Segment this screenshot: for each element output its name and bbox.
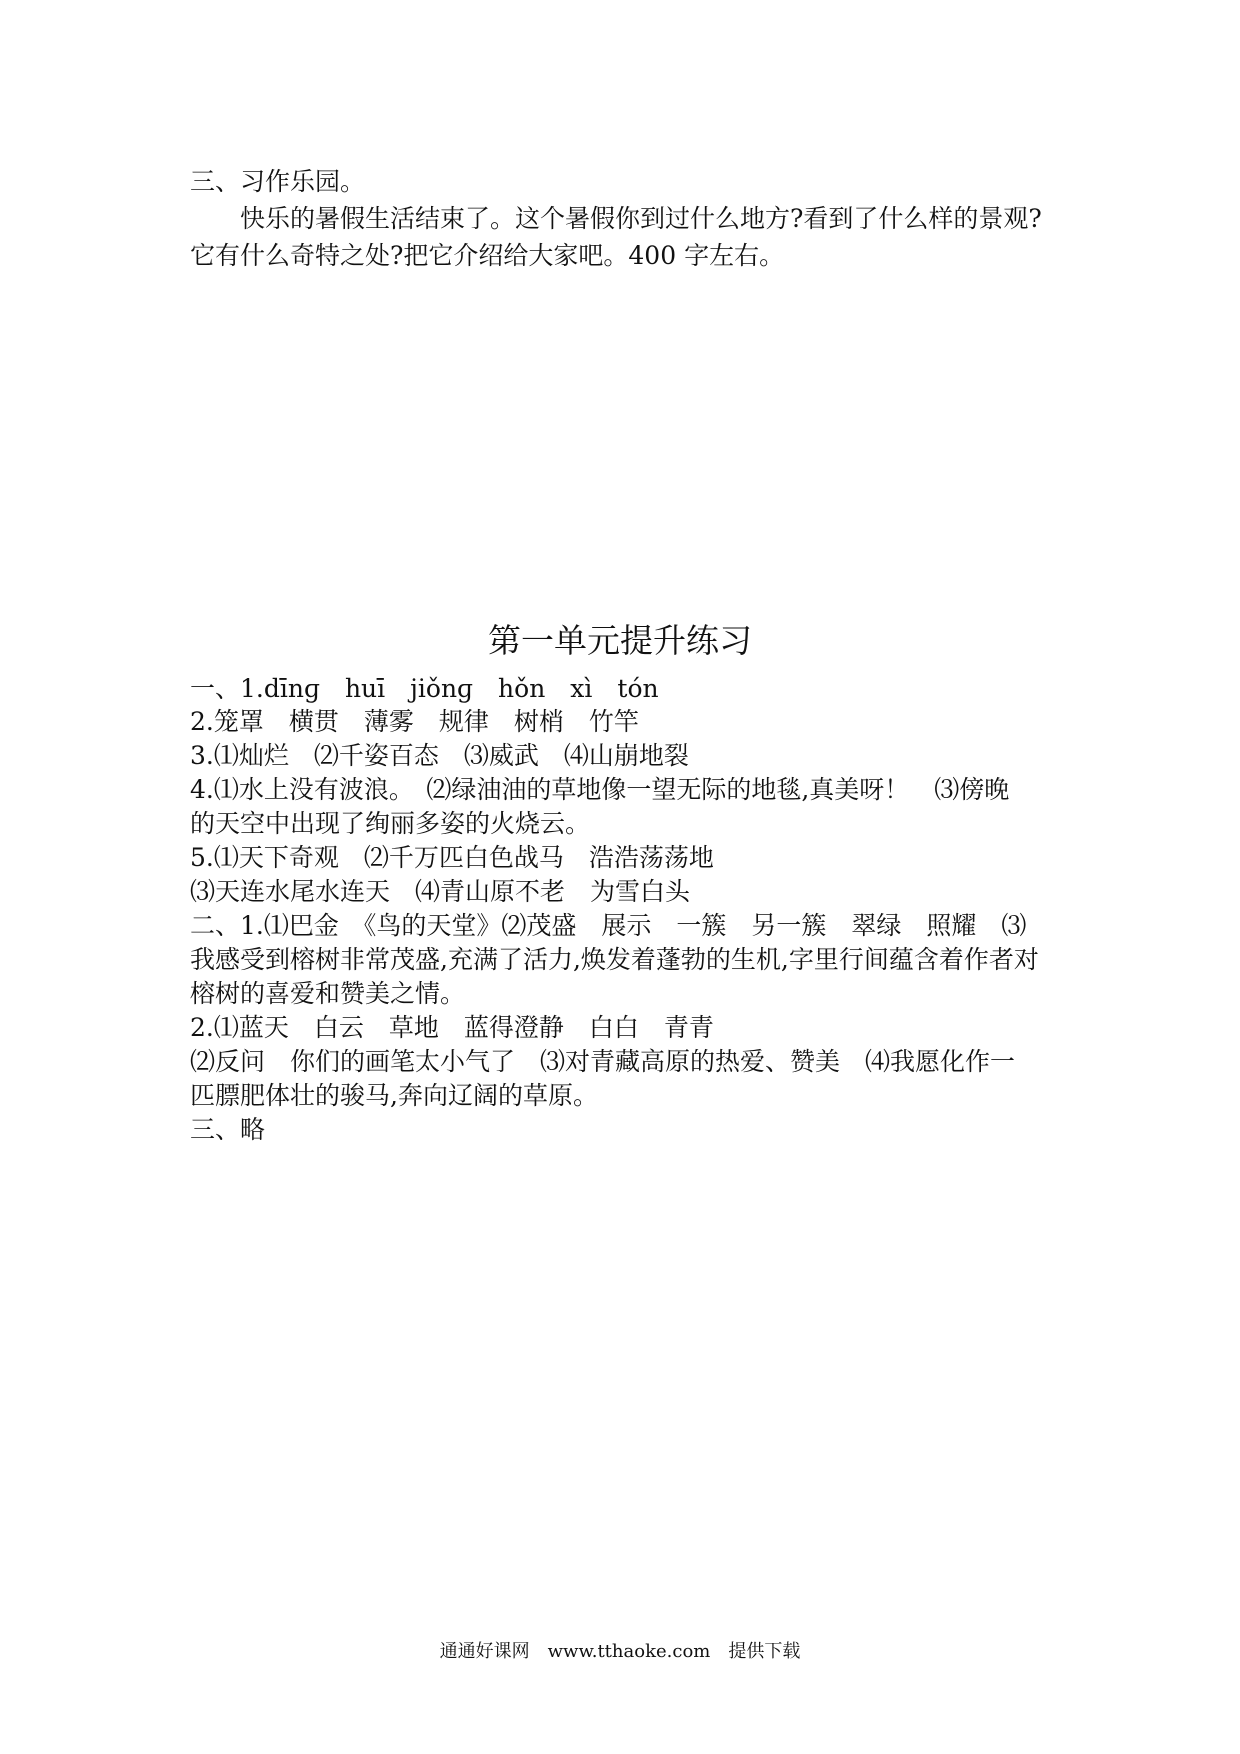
answer-line: 榕树的喜爱和赞美之情。 [190, 979, 466, 1008]
answer-line: 二、1.⑴巴金 《鸟的天堂》⑵茂盛 展示 一簇 另一簇 翠绿 照耀 ⑶ [190, 911, 1027, 940]
answer-line: 3.⑴灿烂 ⑵千姿百态 ⑶威武 ⑷山崩地裂 [190, 741, 689, 770]
answer-line: 我感受到榕树非常茂盛,充满了活力,焕发着蓬勃的生机,字里行间蕴含着作者对 [190, 945, 1039, 974]
answer-line: 一、1.dīnɡ huī jiǒnɡ hǒn xì tón [190, 674, 659, 703]
section-heading: 三、习作乐园。 [190, 167, 366, 196]
answer-line: 三、略 [190, 1115, 266, 1144]
answer-line: 2.⑴蓝天 白云 草地 蓝得澄静 白白 青青 [190, 1013, 714, 1042]
page-footer: 通通好课网 www.tthaoke.com 提供下载 [439, 1641, 801, 1662]
answer-line: 5.⑴天下奇观 ⑵千万匹白色战马 浩浩荡荡地 [190, 843, 714, 872]
answer-line: ⑵反问 你们的画笔太小气了 ⑶对青藏高原的热爱、赞美 ⑷我愿化作一 [190, 1047, 1016, 1076]
answer-line: 4.⑴水上没有波浪。 ⑵绿油油的草地像一望无际的地毯,真美呀！ ⑶傍晚 [190, 775, 1010, 804]
answer-line: 的天空中出现了绚丽多姿的火烧云。 [190, 809, 591, 838]
answer-line: ⑶天连水尾水连天 ⑷青山原不老 为雪白头 [190, 877, 691, 906]
answer-line: 2.笼罩 横贯 薄雾 规律 树梢 竹竿 [190, 707, 639, 736]
paragraph-line: 快乐的暑假生活结束了。这个暑假你到过什么地方?看到了什么样的景观? [240, 204, 1042, 233]
answer-line: 匹膘肥体壮的骏马,奔向辽阔的草原。 [190, 1081, 598, 1110]
paragraph-line: 它有什么奇特之处?把它介绍给大家吧。400 字左右。 [190, 241, 785, 270]
page-title: 第一单元提升练习 [488, 621, 752, 660]
